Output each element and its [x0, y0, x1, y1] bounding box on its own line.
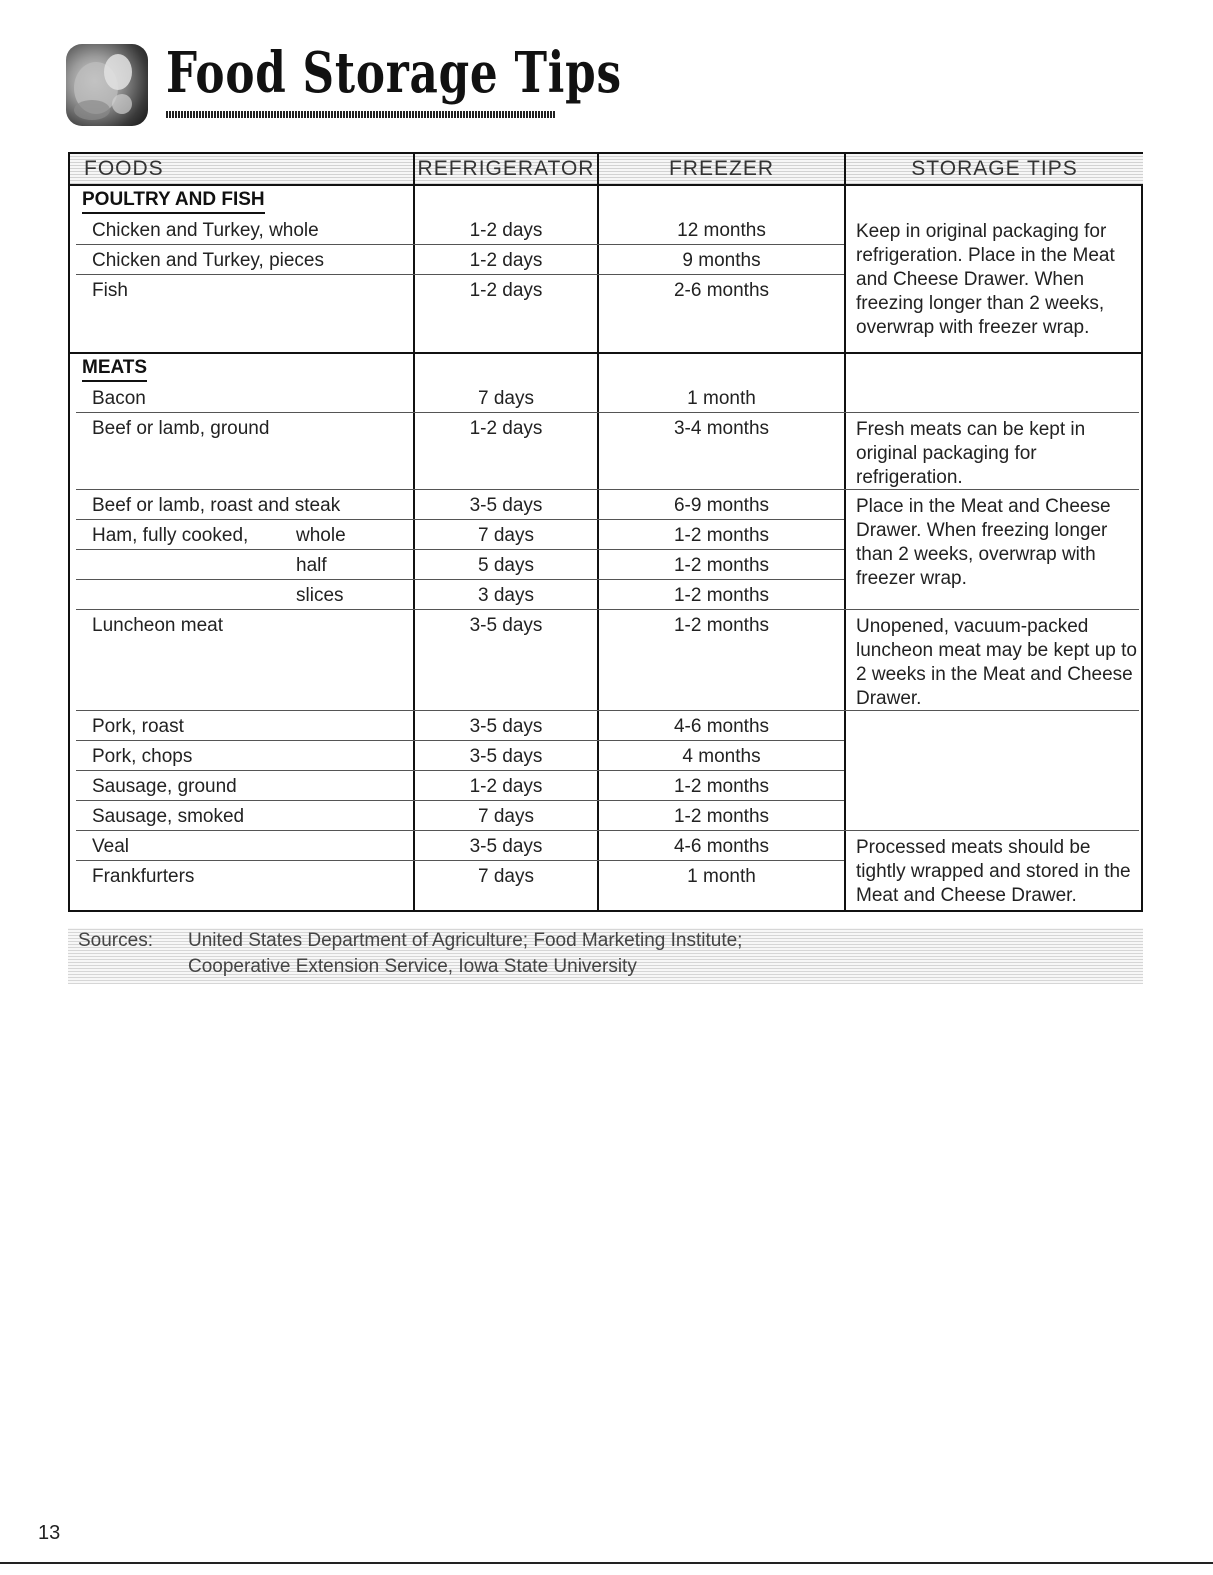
refrigerator-cell: 3-5 days — [469, 836, 543, 857]
storage-tip: Keep in original packaging for refrigeration. Place in the Meat and Cheese Drawer. When freezing longer than 2 weeks, overwrap with freezer wrap. — [856, 221, 1115, 338]
row-divider — [76, 579, 844, 580]
storage-tip: Fresh meats can be kept in original packaging for refrigeration. — [856, 419, 1086, 488]
freezer-cell: 4-6 months — [673, 836, 770, 857]
freezer-cell: 1-2 months — [673, 585, 770, 606]
column-header-refrigerator: REFRIGERATOR — [415, 154, 597, 184]
food-cell: Beef or lamb, ground — [92, 418, 270, 439]
refrigerator-cell: 3-5 days — [469, 495, 543, 516]
freezer-cell: 1-2 months — [673, 555, 770, 576]
freezer-cell: 1-2 months — [673, 615, 770, 636]
row-divider — [76, 740, 844, 741]
freezer-cell: 1 month — [687, 388, 756, 409]
food-storage-table — [68, 152, 1143, 912]
section-title-poultry-fish: POULTRY AND FISH — [82, 188, 265, 214]
food-cell: Pork, chops — [92, 746, 193, 767]
freezer-cell: 6-9 months — [673, 495, 770, 516]
food-cell: Bacon — [92, 388, 146, 409]
freezer-cell: 3-4 months — [673, 418, 770, 439]
food-cell: Luncheon meat — [92, 615, 223, 636]
row-divider — [76, 770, 844, 771]
sources-line: United States Department of Agriculture; Food Marketing Institute; — [188, 930, 743, 951]
row-divider — [76, 519, 844, 520]
food-cell: Sausage, smoked — [92, 806, 245, 827]
bottom-rule — [0, 1562, 1213, 1564]
refrigerator-cell: 3 days — [478, 585, 534, 606]
food-cell: Chicken and Turkey, pieces — [92, 250, 324, 271]
page-number: 13 — [38, 1522, 61, 1544]
row-divider — [76, 412, 1139, 413]
row-divider — [76, 860, 844, 861]
row-divider — [76, 244, 844, 245]
column-header-foods: FOODS — [70, 154, 413, 184]
freezer-cell: 12 months — [677, 220, 766, 241]
sources-line: Cooperative Extension Service, Iowa State University — [188, 956, 637, 977]
freezer-cell: 4-6 months — [673, 716, 770, 737]
food-subcell: half — [296, 555, 327, 576]
freezer-cell: 1-2 months — [673, 525, 770, 546]
row-divider — [76, 830, 1139, 831]
title-underline — [166, 111, 556, 118]
food-cell: Beef or lamb, roast and steak — [92, 495, 341, 516]
freezer-cell: 1-2 months — [673, 776, 770, 797]
food-cell: Fish — [92, 280, 128, 301]
freezer-cell: 9 months — [682, 250, 761, 271]
refrigerator-cell: 1-2 days — [469, 250, 543, 271]
refrigerator-cell: 1-2 days — [469, 776, 543, 797]
row-divider — [76, 274, 844, 275]
refrigerator-cell: 7 days — [478, 388, 534, 409]
food-cell: Pork, roast — [92, 716, 184, 737]
storage-tip: Processed meats should be tightly wrapped and stored in the Meat and Cheese Drawer. — [856, 837, 1131, 906]
storage-tip: Unopened, vacuum-packed luncheon meat may be kept up to 2 weeks in the Meat and Cheese Drawer. — [856, 616, 1137, 709]
header-divider — [70, 184, 1141, 186]
food-plate-icon — [66, 44, 148, 126]
refrigerator-cell: 7 days — [478, 525, 534, 546]
food-cell: Ham, fully cooked, — [92, 525, 249, 546]
food-cell: Frankfurters — [92, 866, 195, 887]
food-cell: Chicken and Turkey, whole — [92, 220, 319, 241]
row-divider — [76, 549, 844, 550]
column-header-storage-tips: STORAGE TIPS — [846, 154, 1143, 184]
refrigerator-cell: 5 days — [478, 555, 534, 576]
refrigerator-cell: 1-2 days — [469, 220, 543, 241]
food-subcell: slices — [296, 585, 344, 606]
refrigerator-cell: 7 days — [478, 806, 534, 827]
section-title-meats: MEATS — [82, 356, 147, 382]
food-cell: Sausage, ground — [92, 776, 237, 797]
page-title: Food Storage Tips — [166, 40, 622, 106]
food-cell: Veal — [92, 836, 129, 857]
storage-tip: Place in the Meat and Cheese Drawer. When freezing longer than 2 weeks, overwrap with freezer wrap. — [856, 496, 1111, 589]
page-header — [66, 36, 622, 126]
row-divider — [76, 609, 1139, 610]
refrigerator-cell: 3-5 days — [469, 615, 543, 636]
sources-note — [68, 928, 1143, 984]
freezer-cell: 1-2 months — [673, 806, 770, 827]
section-divider — [70, 352, 1141, 354]
refrigerator-cell: 7 days — [478, 866, 534, 887]
refrigerator-cell: 1-2 days — [469, 418, 543, 439]
food-subcell: whole — [296, 525, 346, 546]
refrigerator-cell: 3-5 days — [469, 746, 543, 767]
row-divider — [76, 710, 1139, 711]
freezer-cell: 1 month — [687, 866, 756, 887]
row-divider — [76, 489, 1139, 490]
freezer-cell: 2-6 months — [673, 280, 770, 301]
column-header-freezer: FREEZER — [599, 154, 844, 184]
refrigerator-cell: 3-5 days — [469, 716, 543, 737]
row-divider — [76, 800, 844, 801]
sources-label: Sources: — [78, 930, 153, 951]
freezer-cell: 4 months — [682, 746, 761, 767]
refrigerator-cell: 1-2 days — [469, 280, 543, 301]
